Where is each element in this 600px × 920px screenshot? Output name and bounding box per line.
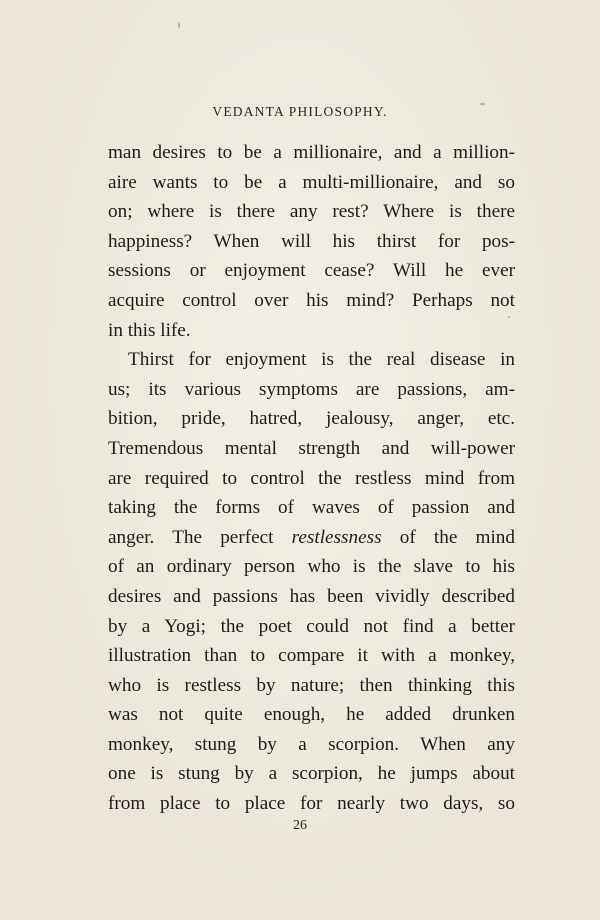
text-line: are required to control the restless mind from: [108, 467, 515, 489]
text-segment: of the mind: [381, 526, 515, 548]
text-line-with-italic: [108, 523, 515, 553]
text-line: illustration than to compare it with a monkey,: [108, 645, 515, 667]
text-line: happiness? When will his thirst for pos-: [108, 230, 515, 252]
text-line: monkey, stung by a scorpion. When any: [108, 733, 515, 755]
text-line: bition, pride, hatred, jealousy, anger, etc.: [108, 408, 515, 430]
text-line: who is restless by nature; then thinking this: [108, 674, 515, 696]
text-line: man desires to be a millionaire, and a million-: [108, 142, 515, 163]
text-line: us; its various symptoms are passions, am-: [108, 378, 515, 400]
text-line: Tremendous mental strength and will-power: [108, 437, 515, 459]
text-line: desires and passions has been vividly described: [108, 585, 515, 607]
paper-speck: [480, 103, 485, 105]
running-head: VEDANTA PHILOSOPHY.: [212, 104, 388, 119]
text-line: was not quite enough, he added drunken: [108, 704, 515, 726]
page-number: 26: [293, 818, 307, 833]
body-text: [108, 138, 515, 819]
paper-speck: [178, 22, 180, 28]
text-line: of an ordinary person who is the slave to his: [108, 556, 515, 578]
text-line: by a Yogi; the poet could not find a better: [108, 615, 515, 637]
text-line: sessions or enjoyment cease? Will he ever: [108, 260, 515, 282]
paper-speck: [508, 316, 510, 318]
text-line: from place to place for nearly two days, so: [108, 793, 515, 815]
italic-word: restlessness: [291, 526, 382, 548]
text-segment: anger. The perfect: [108, 526, 292, 548]
text-line: in this life.: [108, 319, 191, 341]
text-line: taking the forms of waves of passion and: [108, 497, 515, 519]
text-line: one is stung by a scorpion, he jumps about: [108, 763, 515, 785]
text-line: acquire control over his mind? Perhaps not: [108, 289, 515, 311]
text-line: Thirst for enjoyment is the real disease in: [128, 349, 515, 371]
text-line: aire wants to be a multi-millionaire, and so: [108, 171, 515, 193]
text-line: on; where is there any rest? Where is there: [108, 201, 515, 223]
